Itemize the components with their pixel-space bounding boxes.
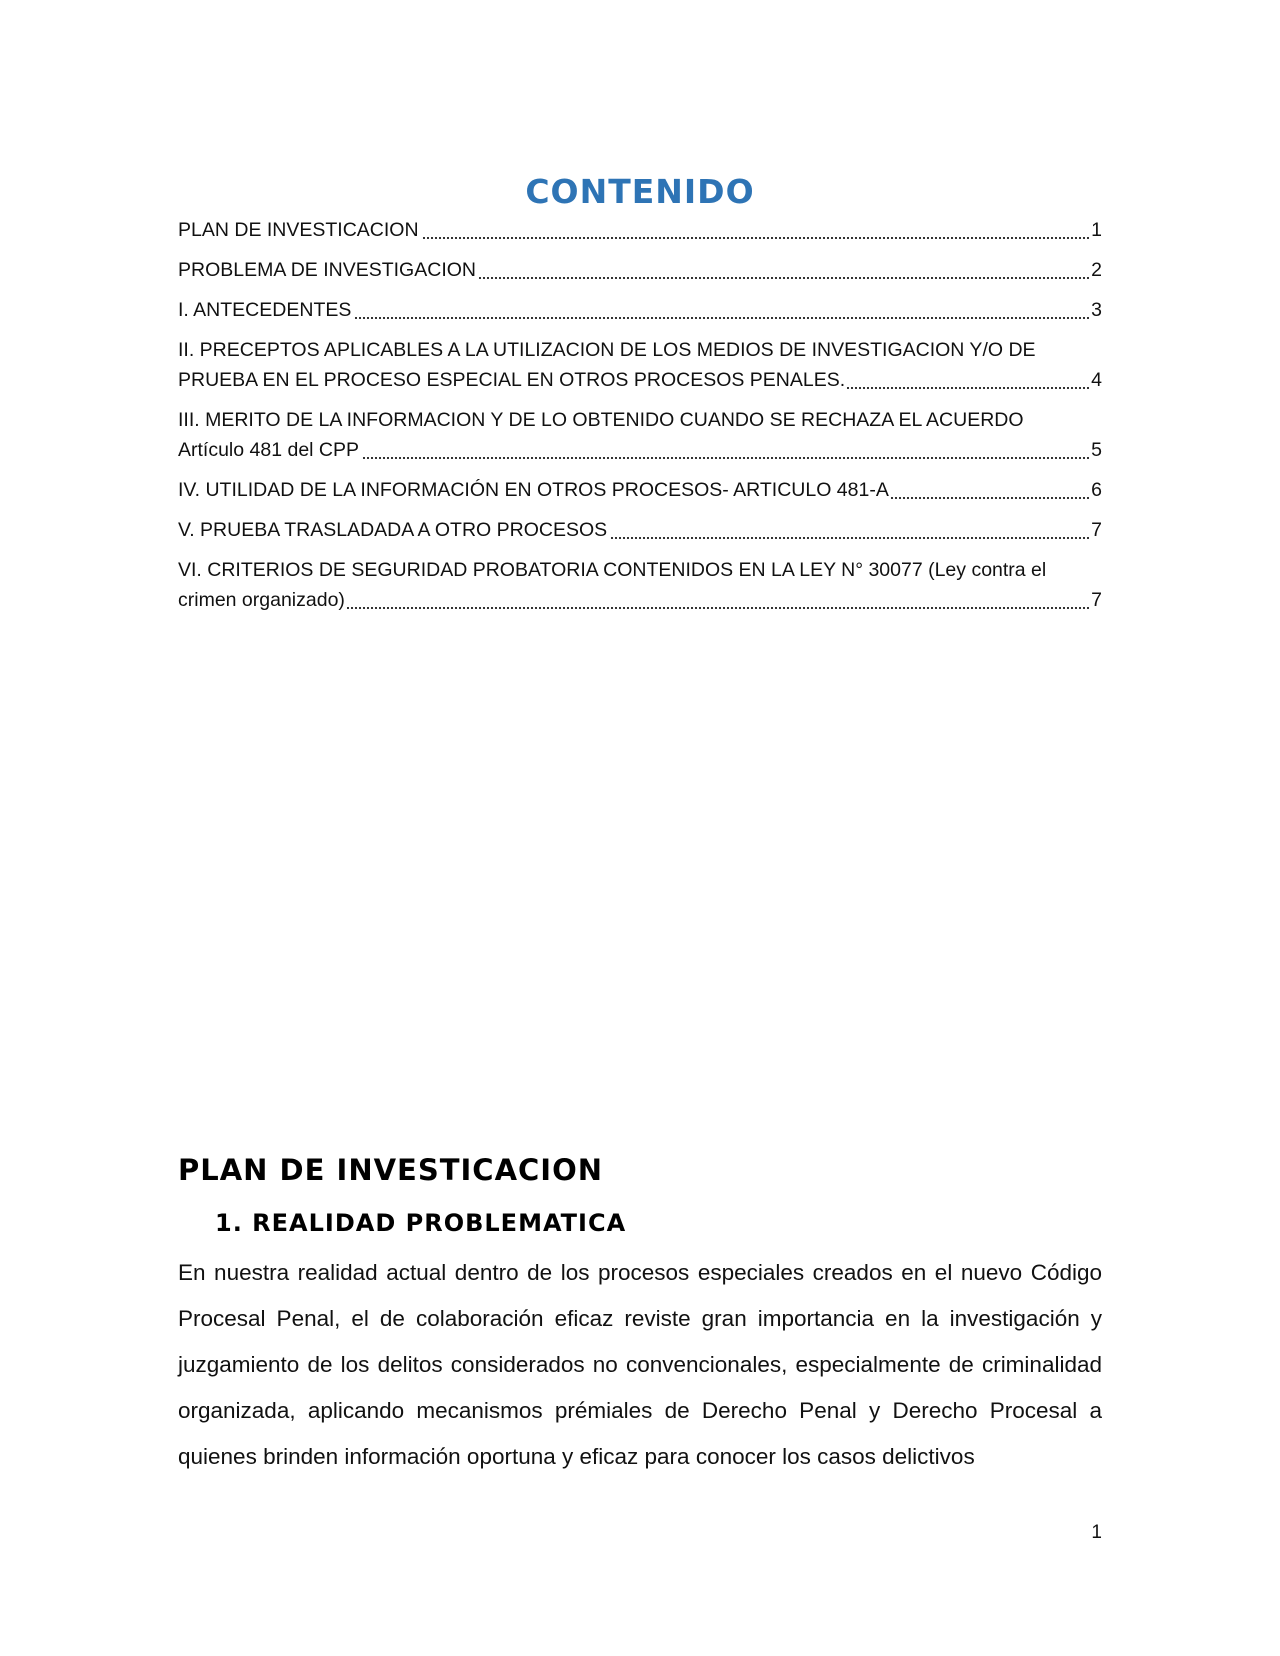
body-paragraph: En nuestra realidad actual dentro de los procesos especiales creados en el nuevo Código Procesal Penal, el de colaboración eficaz reviste gran importancia en la investigación y juzgamiento de los delitos considerados no convencionales, especialmente de criminalidad organizada, aplicando mecanismos prémiales de Derecho Penal y Derecho Procesal a quienes brinden información oportuna y eficaz para conocer los casos delictivos <box>178 1260 1102 1469</box>
toc-entry-page: 7 <box>1091 519 1102 541</box>
toc-entry-label: PLAN DE INVESTICACION <box>178 219 419 241</box>
toc-entry[interactable] <box>178 335 1102 395</box>
toc-entry-page: 4 <box>1091 369 1102 391</box>
toc-entry[interactable] <box>178 255 1102 285</box>
toc-entry[interactable] <box>178 515 1102 545</box>
table-of-contents <box>178 215 1102 625</box>
subsection-heading: 1. REALIDAD PROBLEMATICA <box>215 1209 627 1237</box>
toc-entry-label: IV. UTILIDAD DE LA INFORMACIÓN EN OTROS PROCESOS- ARTICULO 481-A <box>178 479 889 501</box>
toc-entry-page: 2 <box>1091 259 1102 281</box>
toc-entry-page: 1 <box>1091 219 1102 241</box>
toc-entry[interactable] <box>178 295 1102 325</box>
toc-entry-page: 6 <box>1091 479 1102 501</box>
toc-entry-label: PROBLEMA DE INVESTIGACION <box>178 259 476 281</box>
section-heading: PLAN DE INVESTICACION <box>178 1153 604 1187</box>
toc-entry-page: 5 <box>1091 439 1102 461</box>
toc-entry[interactable] <box>178 555 1102 615</box>
toc-entry-label: III. MERITO DE LA INFORMACION Y DE LO OBTENIDO CUANDO SE RECHAZA EL ACUERDO Artículo 481 del CPP <box>178 409 1024 461</box>
toc-entry[interactable] <box>178 405 1102 465</box>
toc-entry-label: V. PRUEBA TRASLADADA A OTRO PROCESOS <box>178 519 608 541</box>
toc-entry-page: 7 <box>1091 589 1102 611</box>
page-number: 1 <box>1091 1522 1102 1543</box>
toc-title: CONTENIDO <box>525 172 755 211</box>
toc-entry-label: VI. CRITERIOS DE SEGURIDAD PROBATORIA CONTENIDOS EN LA LEY N° 30077 (Ley contra el crimen organizado) <box>178 559 1047 611</box>
toc-entry-label: II. PRECEPTOS APLICABLES A LA UTILIZACION DE LOS MEDIOS DE INVESTIGACION Y/O DE PRUEBA EN EL PROCESO ESPECIAL EN OTROS PROCESOS PENALES. <box>178 339 1036 391</box>
toc-entry[interactable] <box>178 215 1102 245</box>
toc-entry[interactable] <box>178 475 1102 505</box>
toc-entry-page: 3 <box>1091 299 1102 321</box>
toc-entry-label: I. ANTECEDENTES <box>178 299 352 321</box>
